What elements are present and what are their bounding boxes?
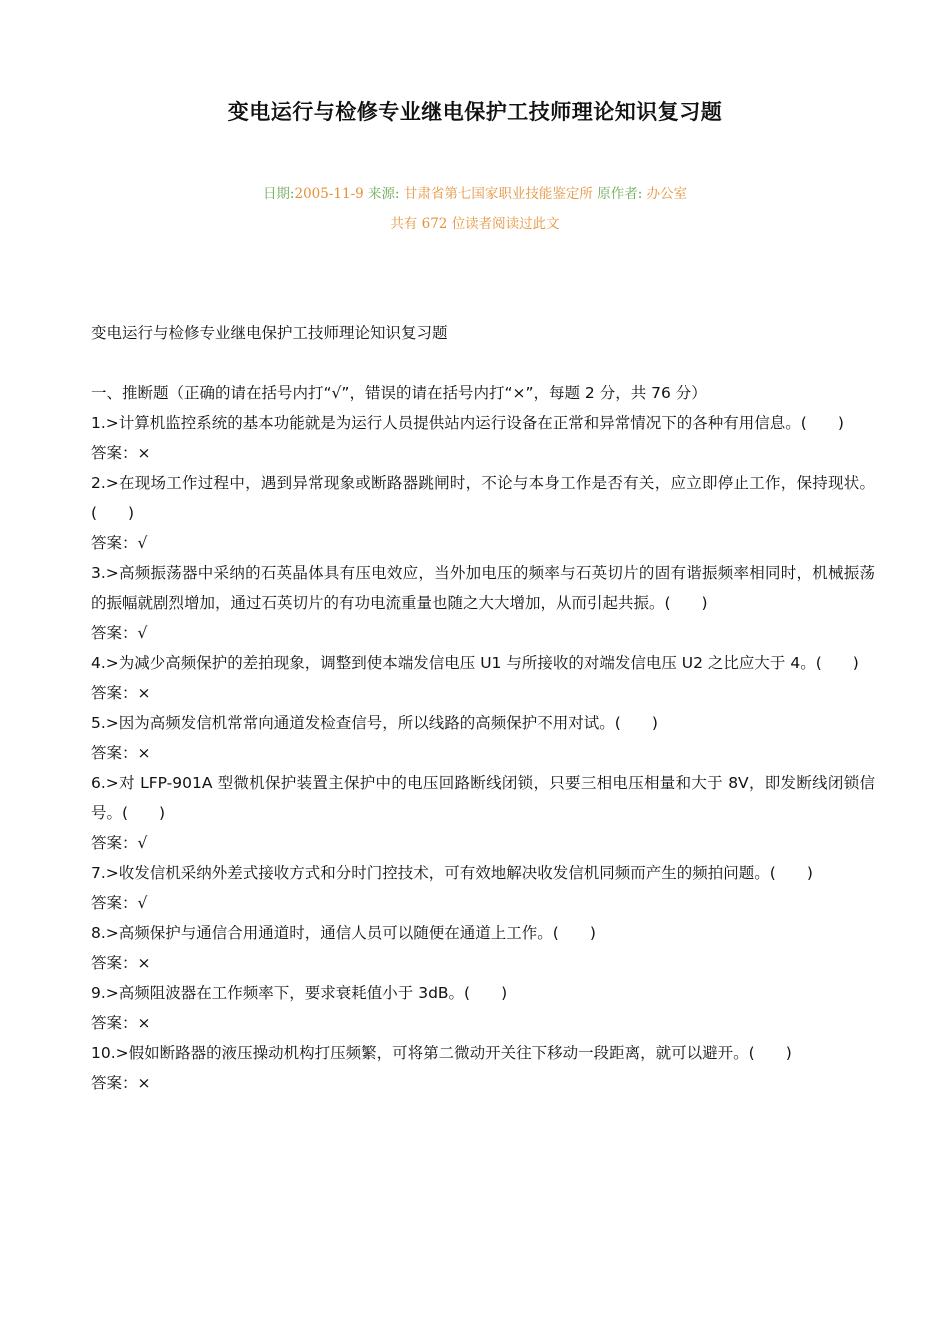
- question-item: [91, 468, 875, 558]
- answer-value: ×: [137, 684, 151, 702]
- answer-value: ×: [137, 1014, 151, 1032]
- question-item: [91, 558, 875, 648]
- answer-value: ×: [137, 1074, 151, 1092]
- answer-value: ×: [137, 954, 151, 972]
- question-text: 6.>对 LFP-901A 型微机保护装置主保护中的电压回路断线闭锁，只要三相电压相量和大于 8V，即发断线闭锁信号。( ): [91, 774, 875, 822]
- readers-number: 672: [421, 216, 448, 232]
- answer-value: √: [137, 624, 148, 642]
- page-title: 变电运行与检修专业继电保护工技师理论知识复习题: [227, 99, 723, 124]
- question-text: 8.>高频保护与通信合用通道时，通信人员可以随便在通道上工作。( ): [91, 924, 596, 942]
- question-text: 4.>为减少高频保护的差拍现象，调整到使本端发信电压 U1 与所接收的对端发信电压 U2 之比应大于 4。( ): [91, 654, 859, 672]
- answer-label: 答案：: [91, 624, 138, 642]
- question-text: 7.>收发信机采纳外差式接收方式和分时门控技术，可有效地解决收发信机同频而产生的频拍问题。( ): [91, 864, 813, 882]
- answer-value: √: [137, 894, 148, 912]
- question-text: 9.>高频阻波器在工作频率下，要求衰耗值小于 3dB。( ): [91, 984, 508, 1002]
- article-body: [91, 318, 875, 1098]
- answer-label: 答案：: [91, 1014, 138, 1032]
- answer-line: [91, 738, 875, 768]
- answer-value: √: [137, 834, 148, 852]
- answer-value: ×: [137, 744, 151, 762]
- answer-line: [91, 1068, 875, 1098]
- answer-label: 答案：: [91, 684, 138, 702]
- answer-label: 答案：: [91, 744, 138, 762]
- section-instructions: 一、推断题（正确的请在括号内打“√”，错误的请在括号内打“×”，每题 2 分，共 76 分）: [91, 384, 707, 402]
- answer-label: 答案：: [91, 534, 138, 552]
- question-item: [91, 708, 875, 768]
- question-item: [91, 1038, 875, 1098]
- author-label: 原作者:: [597, 186, 643, 202]
- source-label: 来源:: [368, 186, 400, 202]
- answer-value: √: [137, 534, 148, 552]
- answer-label: 答案：: [91, 834, 138, 852]
- question-text: 3.>高频振荡器中采纳的石英晶体具有压电效应，当外加电压的频率与石英切片的固有谐振频率相同时，机械振荡的振幅就剧烈增加，通过石英切片的有功电流重量也随之大大增加，从而引起共振。( ): [91, 564, 875, 612]
- question-item: [91, 858, 875, 918]
- answer-line: [91, 828, 875, 858]
- question-text: 5.>因为高频发信机常常向通道发检查信号，所以线路的高频保护不用对试。( ): [91, 714, 658, 732]
- readers-prefix: 共有: [390, 216, 418, 232]
- answer-line: [91, 1008, 875, 1038]
- date-value: 2005-11-9: [294, 186, 364, 202]
- body-heading: 变电运行与检修专业继电保护工技师理论知识复习题: [91, 324, 448, 342]
- article-meta: [0, 182, 950, 202]
- answer-line: [91, 678, 875, 708]
- question-text: 1.>计算机监控系统的基本功能就是为运行人员提供站内运行设备在正常和异常情况下的各种有用信息。( ): [91, 414, 844, 432]
- answer-line: [91, 948, 875, 978]
- answer-label: 答案：: [91, 444, 138, 462]
- answer-value: ×: [137, 444, 151, 462]
- question-item: [91, 978, 875, 1038]
- question-item: [91, 648, 875, 708]
- question-item: [91, 408, 875, 468]
- answer-line: [91, 528, 875, 558]
- source-value: 甘肃省第七国家职业技能鉴定所: [403, 186, 593, 202]
- answer-line: [91, 618, 875, 648]
- question-text: 10.>假如断路器的液压操动机构打压频繁，可将第二微动开关往下移动一段距离，就可以避开。( ): [91, 1044, 792, 1062]
- readers-suffix: 位读者阅读过此文: [451, 216, 560, 232]
- date-label: 日期:: [262, 186, 295, 202]
- answer-label: 答案：: [91, 954, 138, 972]
- question-item: [91, 768, 875, 858]
- reader-count: [0, 212, 950, 232]
- answer-line: [91, 888, 875, 918]
- question-item: [91, 918, 875, 978]
- answer-label: 答案：: [91, 1074, 138, 1092]
- answer-line: [91, 438, 875, 468]
- answer-label: 答案：: [91, 894, 138, 912]
- question-text: 2.>在现场工作过程中，遇到异常现象或断路器跳闸时，不论与本身工作是否有关，应立即停止工作，保持现状。( ): [91, 474, 875, 522]
- author-value: 办公室: [646, 186, 688, 202]
